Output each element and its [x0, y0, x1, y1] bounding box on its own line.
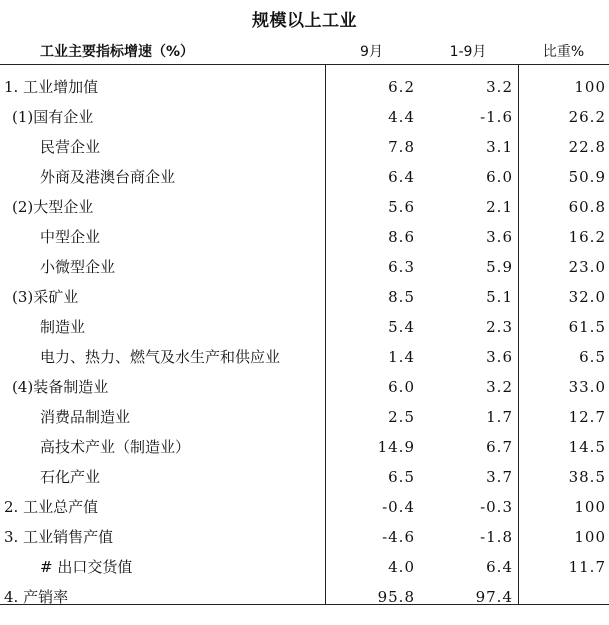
- row-label: 2. 工业总产值: [4, 498, 99, 516]
- value-jan-sep: -0.3: [480, 498, 513, 516]
- value-jan-sep: 3.2: [486, 378, 513, 396]
- value-september: 6.2: [388, 78, 415, 96]
- value-september: -4.6: [382, 528, 415, 546]
- value-jan-sep: 3.2: [486, 78, 513, 96]
- header-col-share: 比重%: [542, 44, 585, 60]
- value-september: 2.5: [388, 408, 415, 426]
- value-share: 16.2: [568, 228, 606, 246]
- row-label: (3)采矿业: [12, 288, 79, 306]
- value-september: 1.4: [388, 348, 415, 366]
- header-col-jan-sep: 1-9月: [449, 44, 487, 60]
- table-body: [0, 72, 609, 612]
- value-share: 14.5: [568, 438, 606, 456]
- value-jan-sep: 5.1: [486, 288, 513, 306]
- row-label: (4)装备制造业: [12, 378, 109, 396]
- row-label: 外商及港澳台商企业: [40, 168, 176, 186]
- row-label: 1. 工业增加值: [4, 78, 99, 96]
- row-label: 高技术产业（制造业）: [40, 438, 191, 456]
- value-september: 5.4: [388, 318, 415, 336]
- table-row: [0, 192, 609, 222]
- value-jan-sep: 2.3: [486, 318, 513, 336]
- value-share: 100: [574, 498, 606, 516]
- row-label: 石化产业: [40, 468, 101, 486]
- table-row: [0, 102, 609, 132]
- table-row: [0, 522, 609, 552]
- value-september: 7.8: [388, 138, 415, 156]
- value-jan-sep: 6.0: [486, 168, 513, 186]
- value-share: 32.0: [568, 288, 606, 306]
- value-share: 50.9: [568, 168, 606, 186]
- value-share: 60.8: [568, 198, 606, 216]
- table-row: [0, 372, 609, 402]
- value-jan-sep: 3.7: [486, 468, 513, 486]
- header-col-september: 9月: [360, 44, 383, 60]
- value-share: 61.5: [568, 318, 606, 336]
- row-label: 小微型企业: [40, 258, 116, 276]
- value-share: 38.5: [568, 468, 606, 486]
- value-september: 4.0: [388, 558, 415, 576]
- row-label: 电力、热力、燃气及水生产和供应业: [40, 348, 281, 366]
- value-september: 14.9: [377, 438, 415, 456]
- value-september: 4.4: [388, 108, 415, 126]
- value-jan-sep: 3.6: [486, 348, 513, 366]
- value-jan-sep: 3.6: [486, 228, 513, 246]
- table-row: [0, 72, 609, 102]
- value-share: 100: [574, 528, 606, 546]
- value-september: 5.6: [388, 198, 415, 216]
- row-label: 4. 产销率: [4, 588, 69, 606]
- table-row: [0, 132, 609, 162]
- value-jan-sep: 2.1: [486, 198, 513, 216]
- value-jan-sep: 6.7: [486, 438, 513, 456]
- table-row: [0, 492, 609, 522]
- value-september: 6.4: [388, 168, 415, 186]
- header-indicator-label: 工业主要指标增速（%）: [40, 44, 195, 60]
- table-row: [0, 552, 609, 582]
- row-label: (1)国有企业: [12, 108, 94, 126]
- table-row: [0, 432, 609, 462]
- row-label: 民营企业: [40, 138, 101, 156]
- table-row: [0, 582, 609, 612]
- row-label: 消费品制造业: [40, 408, 131, 426]
- value-share: 100: [574, 78, 606, 96]
- value-september: 6.5: [388, 468, 415, 486]
- value-jan-sep: 6.4: [486, 558, 513, 576]
- value-september: -0.4: [382, 498, 415, 516]
- value-jan-sep: 97.4: [475, 588, 513, 606]
- table-row: [0, 462, 609, 492]
- value-september: 95.8: [377, 588, 415, 606]
- table-row: [0, 282, 609, 312]
- table-row: [0, 162, 609, 192]
- table-row: [0, 222, 609, 252]
- row-label: 制造业: [40, 318, 86, 336]
- value-jan-sep: 5.9: [486, 258, 513, 276]
- value-share: 26.2: [568, 108, 606, 126]
- value-share: 12.7: [568, 408, 606, 426]
- table-title: 规模以上工业: [252, 11, 357, 31]
- value-jan-sep: 1.7: [486, 408, 513, 426]
- value-september: 6.3: [388, 258, 415, 276]
- value-september: 6.0: [388, 378, 415, 396]
- value-share: 22.8: [568, 138, 606, 156]
- value-jan-sep: -1.6: [480, 108, 513, 126]
- table-row: [0, 342, 609, 372]
- row-label: # 出口交货值: [40, 558, 133, 576]
- value-share: 11.7: [568, 558, 606, 576]
- value-september: 8.5: [388, 288, 415, 306]
- table-row: [0, 402, 609, 432]
- table-bottom-rule: [0, 604, 609, 605]
- value-share: 23.0: [568, 258, 606, 276]
- row-label: 中型企业: [40, 228, 101, 246]
- row-label: 3. 工业销售产值: [4, 528, 114, 546]
- row-label: (2)大型企业: [12, 198, 94, 216]
- table-row: [0, 312, 609, 342]
- value-share: 33.0: [568, 378, 606, 396]
- value-jan-sep: -1.8: [480, 528, 513, 546]
- value-september: 8.6: [388, 228, 415, 246]
- value-share: 6.5: [579, 348, 606, 366]
- value-jan-sep: 3.1: [486, 138, 513, 156]
- table-row: [0, 252, 609, 282]
